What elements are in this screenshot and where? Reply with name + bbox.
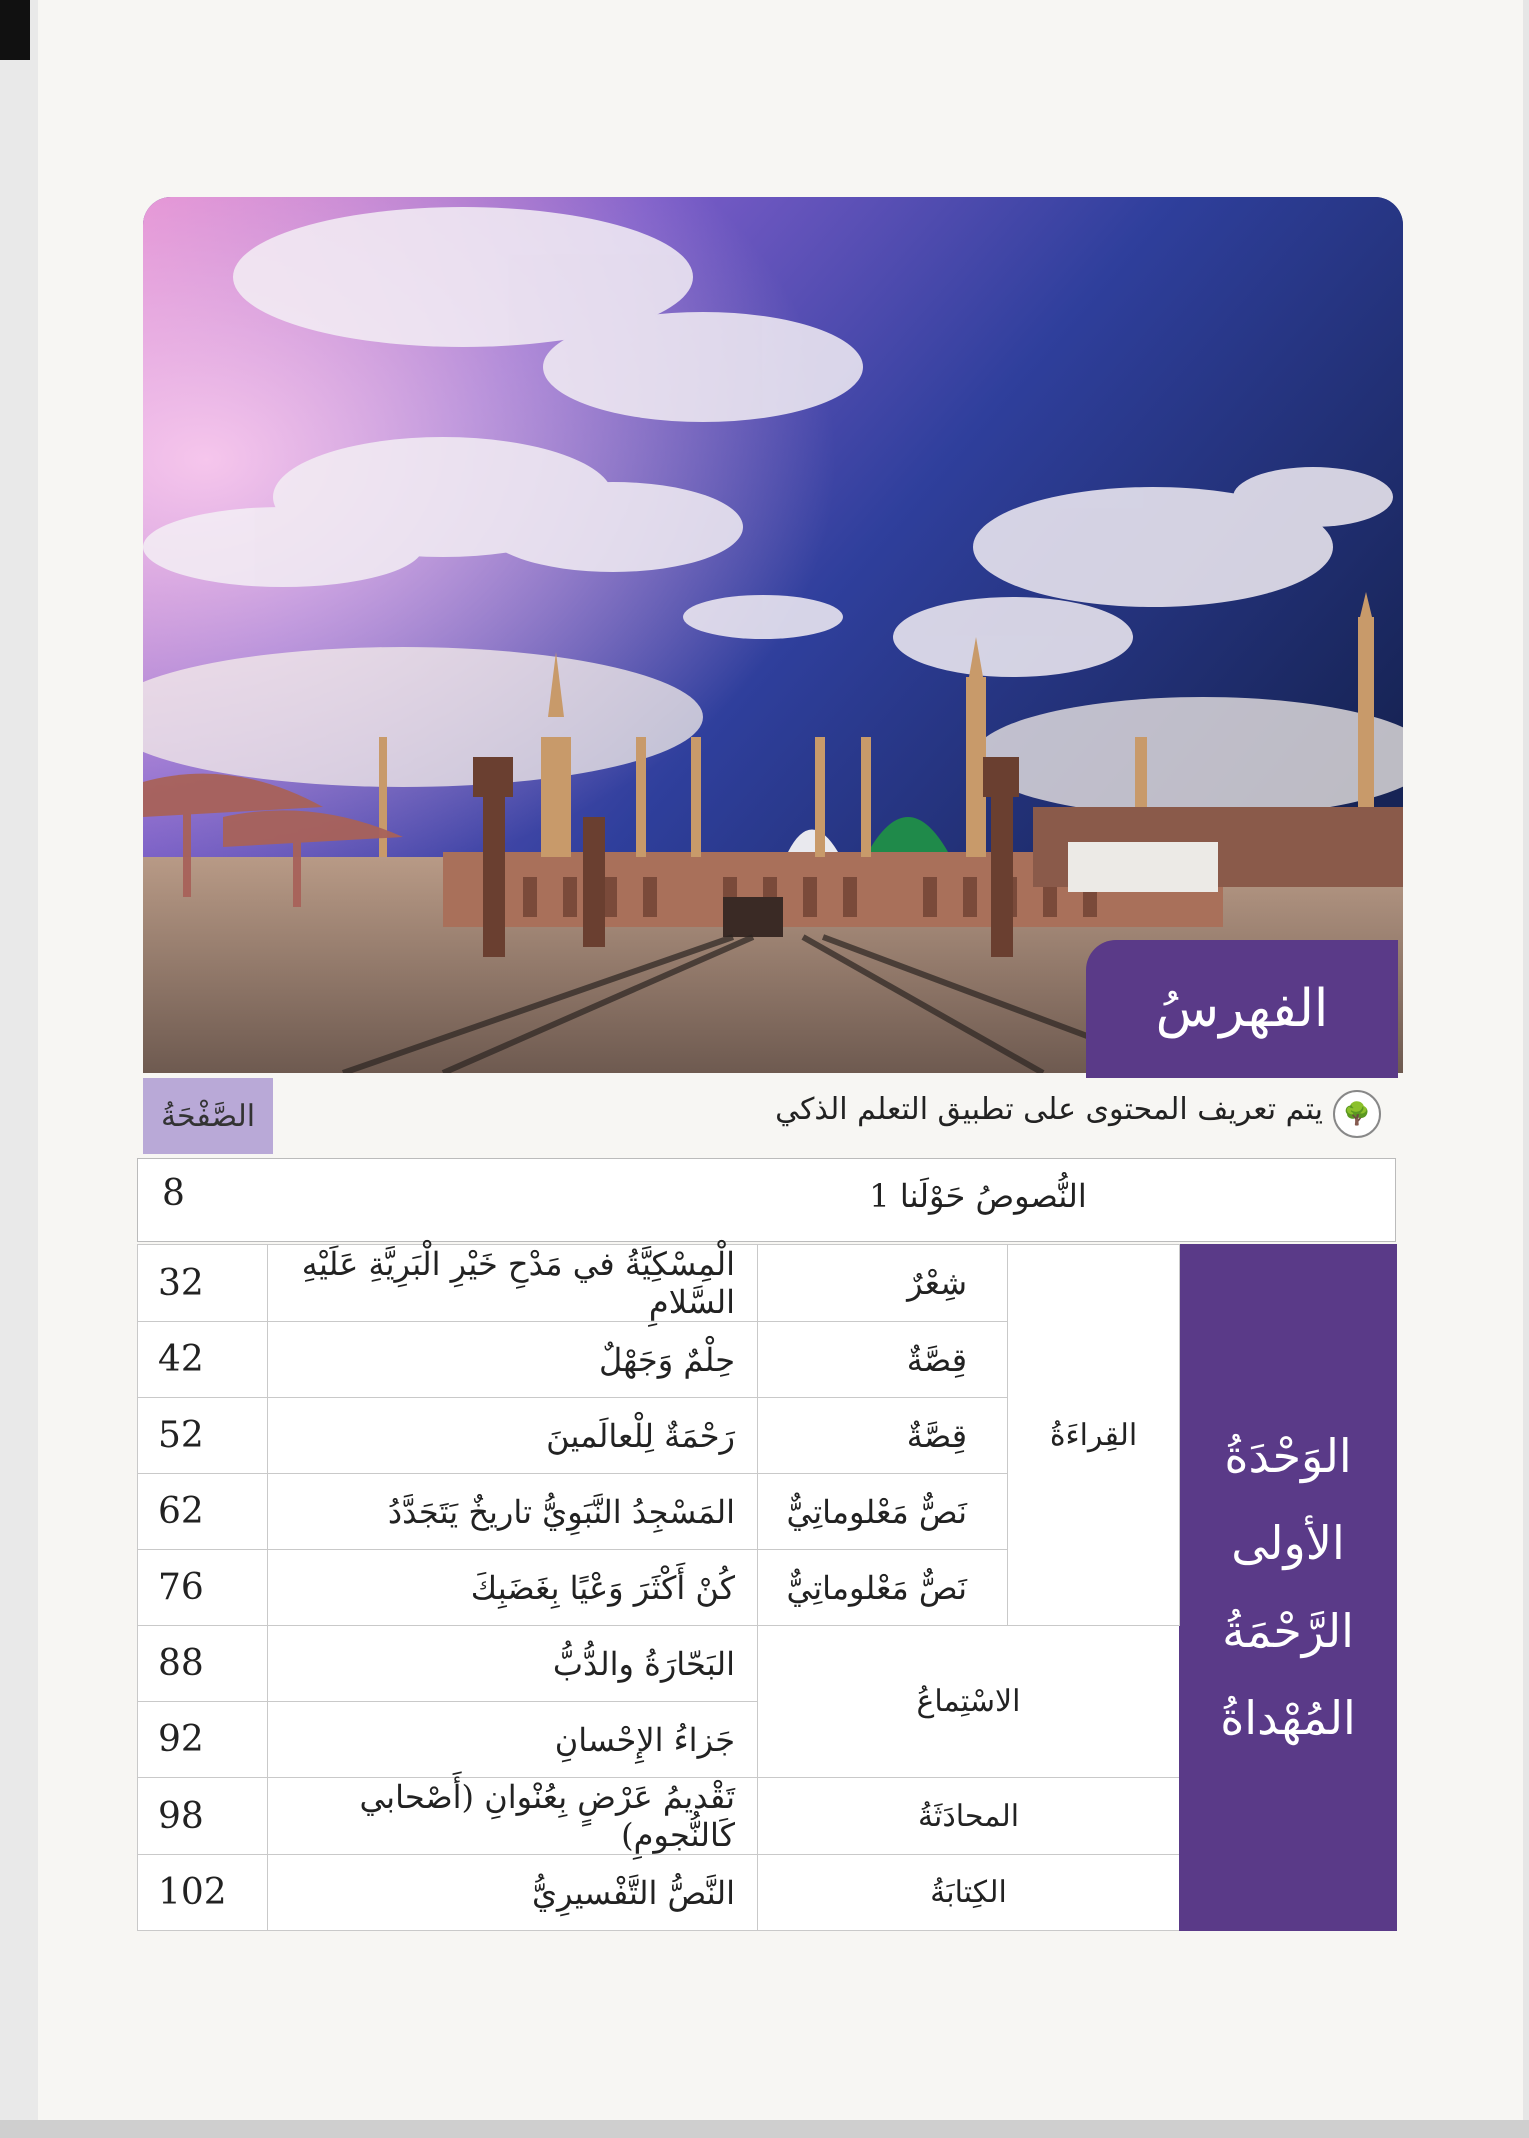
page-number: 62 (138, 1474, 268, 1550)
scan-edge-mark (0, 0, 30, 60)
page-number: 102 (138, 1855, 268, 1931)
lesson-title: كُنْ أَكْثَرَ وَعْيًا بِغَضَبِكَ (268, 1550, 758, 1626)
text-type: شِعْرٌ (758, 1245, 1008, 1322)
page-spine (0, 0, 38, 2138)
lesson-title: جَزاءُ الإِحْسانِ (268, 1702, 758, 1778)
info-row (143, 1078, 1403, 1154)
text-type: نَصٌّ مَعْلوماتِيٌّ (758, 1550, 1008, 1626)
intro-page-number: 8 (162, 1173, 185, 1214)
unit-line: الوَحْدَةُ (1224, 1428, 1352, 1483)
page-right-edge (1523, 0, 1529, 2138)
text-type: قِصَّةٌ (758, 1322, 1008, 1398)
skill-writing: الكِتابَةُ (758, 1855, 1180, 1931)
lesson-title: المَسْجِدُ النَّبَوِيُّ تاريخٌ يَتَجَدَّدُ (268, 1474, 758, 1550)
lesson-title: البَحّارَةُ والدُّبُّ (268, 1626, 758, 1702)
page-number: 42 (138, 1322, 268, 1398)
skill-speaking: المحادَثَةُ (758, 1778, 1180, 1855)
unit-line: الأولى (1231, 1516, 1345, 1571)
lesson-title: رَحْمَةٌ لِلْعالَمينَ (268, 1398, 758, 1474)
page-number: 88 (138, 1626, 268, 1702)
index-title: الفهرسُ (1155, 979, 1329, 1039)
lesson-title: الْمِسْكِيَّةُ في مَدْحِ خَيْرِ الْبَرِيَّةِ عَلَيْهِ السَّلامِ (268, 1245, 758, 1322)
lesson-title: النَّصُّ التَّفْسيرِيُّ (268, 1855, 758, 1931)
page-bottom-edge (0, 2120, 1529, 2138)
unit-line: الرَّحْمَةُ (1222, 1603, 1354, 1658)
intro-title: النُّصوصُ حَوْلَنا 1 (869, 1177, 1087, 1215)
unit-label (1180, 1245, 1397, 1931)
skill-listening: الاسْتِماعُ (758, 1626, 1180, 1778)
toc-table (137, 1244, 1397, 1931)
page-number: 98 (138, 1778, 268, 1855)
lesson-title: حِلْمٌ وَجَهْلٌ (268, 1322, 758, 1398)
page-number: 52 (138, 1398, 268, 1474)
page-number: 76 (138, 1550, 268, 1626)
page-number: 32 (138, 1245, 268, 1322)
unit-line: المُهْداةُ (1220, 1690, 1356, 1745)
skill-reading: القِراءَةُ (1008, 1245, 1180, 1626)
smart-app-note: يتم تعريف المحتوى على تطبيق التعلم الذكي (775, 1092, 1323, 1127)
lesson-title: تَقْديمُ عَرْضٍ بِعُنْوانِ (أَصْحابي كَالنُّجومِ) (268, 1778, 758, 1855)
intro-row (137, 1158, 1396, 1242)
index-title-tab (1086, 940, 1398, 1078)
text-type: نَصٌّ مَعْلوماتِيٌّ (758, 1474, 1008, 1550)
tree-logo-icon: 🌳 (1333, 1090, 1381, 1138)
page-column-label: الصَّفْحَةُ (143, 1078, 273, 1154)
table-row (138, 1245, 1397, 1322)
page-number: 92 (138, 1702, 268, 1778)
text-type: قِصَّةٌ (758, 1398, 1008, 1474)
